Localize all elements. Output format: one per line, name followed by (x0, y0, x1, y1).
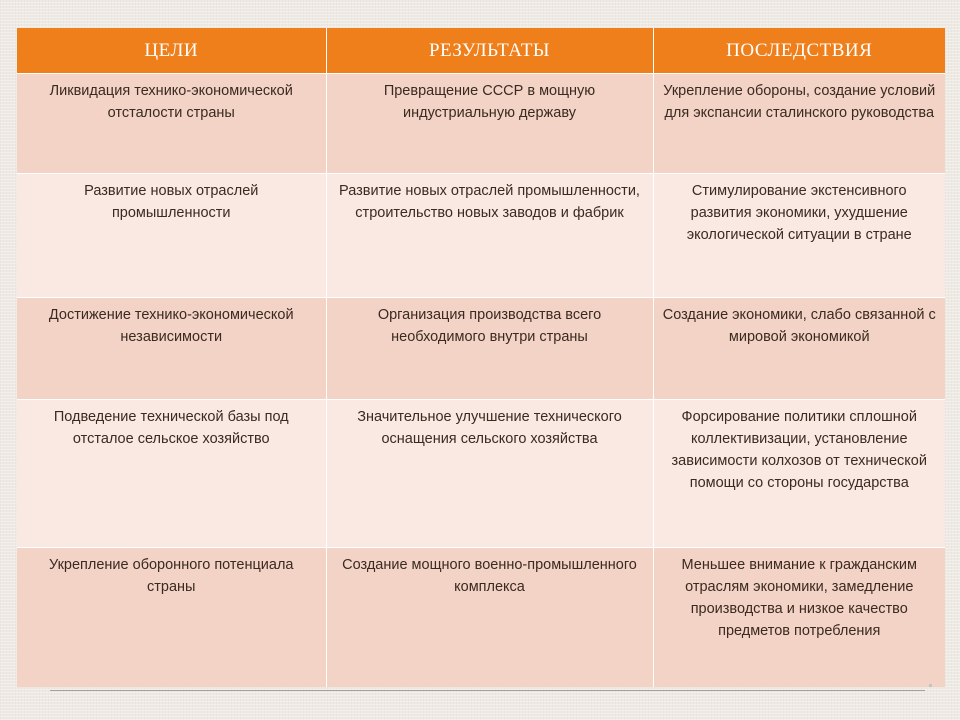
table-row (17, 400, 945, 548)
cell-consequence: Стимулирование экстенсивного развития экономики, ухудшение экологической ситуации в стране (653, 174, 945, 298)
bottom-divider (50, 690, 925, 691)
header-consequences: ПОСЛЕДСТВИЯ (653, 28, 945, 74)
cell-result: Развитие новых отраслей промышленности, строительство новых заводов и фабрик (326, 174, 653, 298)
cell-result: Организация производства всего необходимого внутри страны (326, 298, 653, 400)
cell-goal: Развитие новых отраслей промышленности (17, 174, 326, 298)
cell-result: Превращение СССР в мощную индустриальную державу (326, 74, 653, 174)
table-row (17, 74, 945, 174)
header-goals: ЦЕЛИ (17, 28, 326, 74)
table-row (17, 548, 945, 688)
cell-goal: Ликвидация технико-экономической отсталости страны (17, 74, 326, 174)
header-results: РЕЗУЛЬТАТЫ (326, 28, 653, 74)
cell-goal: Подведение технической базы под отсталое сельское хозяйство (17, 400, 326, 548)
cell-goal: Достижение технико-экономической независимости (17, 298, 326, 400)
table-row (17, 174, 945, 298)
table-row (17, 298, 945, 400)
corner-mark (929, 684, 932, 687)
cell-goal: Укрепление оборонного потенциала страны (17, 548, 326, 688)
cell-consequence: Укрепление обороны, создание условий для экспансии сталинского руководства (653, 74, 945, 174)
cell-consequence: Форсирование политики сплошной коллективизации, установление зависимости колхозов от технической помощи со стороны государства (653, 400, 945, 548)
goals-results-consequences-table (17, 28, 945, 687)
table-header-row (17, 28, 945, 74)
cell-result: Создание мощного военно-промышленного комплекса (326, 548, 653, 688)
cell-consequence: Меньшее внимание к гражданским отраслям экономики, замедление производства и низкое качество предметов потребления (653, 548, 945, 688)
cell-result: Значительное улучшение технического оснащения сельского хозяйства (326, 400, 653, 548)
cell-consequence: Создание экономики, слабо связанной с мировой экономикой (653, 298, 945, 400)
